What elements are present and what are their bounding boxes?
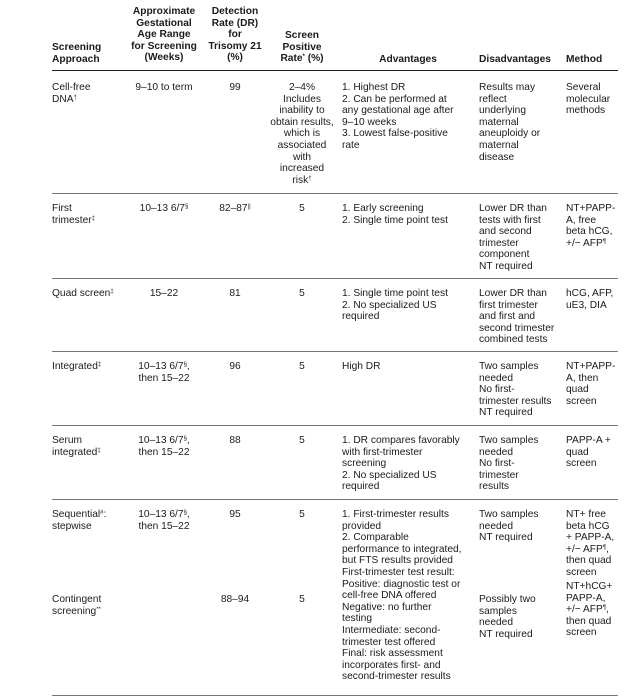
footnote-mark: # <box>100 510 104 516</box>
row-cell-free-dna-disadvantages: Results may reflect underlying maternal aneuploidy or maternal disease <box>479 82 541 163</box>
header-disadvantages: Disadvantages <box>479 54 551 65</box>
footnote-mark: ‡ <box>110 289 114 295</box>
header-screening-approach: Screening Approach <box>52 42 102 65</box>
header-advantages: Advantages <box>379 54 437 65</box>
approach-label: Quad screen <box>52 288 111 299</box>
row-sequential-range <box>122 509 206 532</box>
approach-label: First trimester <box>52 203 92 226</box>
row-divider <box>52 193 618 194</box>
range-tail: , then 15–22 <box>138 509 190 532</box>
row-sequential-disadvantages: Two samples needed NT required <box>479 509 539 544</box>
row-integrated-disadvantages: Two samples needed No first- trimester results NT required <box>479 361 552 419</box>
row-cell-free-dna-rate <box>266 82 338 186</box>
header-rule <box>52 70 618 71</box>
row-divider <box>52 499 618 500</box>
range-tail: , then 15–22 <box>138 361 190 384</box>
footnote-mark: † <box>308 175 312 182</box>
footnote-mark: ¶ <box>602 238 607 245</box>
header-rate-unit: (%) <box>304 53 324 65</box>
row-first-trimester-range <box>122 203 206 215</box>
row-cell-free-dna-range: 9–10 to term <box>135 82 193 93</box>
row-first-trimester-rate: 5 <box>299 203 305 214</box>
row-quad-screen-dr: 81 <box>229 288 241 299</box>
row-quad-screen-disadvantages: Lower DR than first trimester and first and second trimester combined tests <box>479 288 555 346</box>
row-integrated-dr: 96 <box>229 361 241 372</box>
header-detection-rate: Detection Rate (DR) for Trisomy 21 (%) <box>208 6 262 64</box>
header-method: Method <box>566 54 603 65</box>
row-contingent-dr: 88–94 <box>220 594 250 605</box>
row-integrated-rate: 5 <box>299 361 305 372</box>
row-divider <box>52 425 618 426</box>
row-first-trimester-disadvantages: Lower DR than tests with first and second trimester component NT required <box>479 203 547 272</box>
row-quad-screen-advantages: 1. Single time point test 2. No specialized US required <box>342 288 448 323</box>
footnote-mark: ‡ <box>91 215 95 222</box>
method-label: NT+hCG+ PAPP-A, +/− AFP <box>566 581 613 616</box>
row-divider <box>52 351 618 352</box>
header-screen-positive-rate <box>268 30 336 65</box>
row-serum-integrated-approach <box>52 435 122 458</box>
row-cell-free-dna-advantages: 1. Highest DR 2. Can be performed at any gestational age after 9–10 weeks 3. Lowest false-positive rate <box>342 82 454 151</box>
range-label: 10–13 6/7 <box>138 361 184 372</box>
row-quad-screen-range: 15–22 <box>149 288 179 299</box>
row-cell-free-dna-method: Several molecular methods <box>566 82 611 117</box>
row-integrated-approach <box>52 361 122 373</box>
row-first-trimester-advantages: 1. Early screening 2. Single time point test <box>342 203 448 226</box>
row-serum-integrated-method: PAPP-A + quad screen <box>566 435 611 470</box>
row-serum-integrated-disadvantages: Two samples needed No first- trimester results <box>479 435 539 493</box>
row-cell-free-dna-approach <box>52 82 122 105</box>
row-first-trimester-dr <box>206 203 264 215</box>
range-tail: , then 15–22 <box>138 435 190 458</box>
footnote-mark: † <box>73 94 77 101</box>
row-serum-integrated-rate: 5 <box>299 435 305 446</box>
footnote-mark: § <box>184 204 189 210</box>
row-quad-screen-approach <box>52 288 122 300</box>
approach-label: Cell-free DNA <box>52 82 91 105</box>
row-quad-screen-method: hCG, AFP, uE3, DIA <box>566 288 614 311</box>
approach-label: Integrated <box>52 361 98 372</box>
row-first-trimester-approach <box>52 203 122 226</box>
method-label: NT+ free beta hCG + PAPP-A, +/− AFP <box>566 509 615 555</box>
row-serum-integrated-dr: 88 <box>229 435 241 446</box>
method-tail: , then quad screen <box>566 543 612 578</box>
row-cell-free-dna-dr: 99 <box>229 82 241 93</box>
row-contingent-disadvantages: Possibly two samples needed NT required <box>479 594 536 640</box>
bottom-rule <box>52 695 618 696</box>
range-label: 10–13 6/7 <box>138 509 184 520</box>
method-tail: , then quad screen <box>566 604 612 639</box>
range-label: 10–13 6/7 <box>139 203 185 214</box>
footnote-mark: § <box>183 510 187 516</box>
footnote-mark: ** <box>96 606 101 613</box>
footnote-mark: || <box>247 204 251 210</box>
row-contingent-method <box>566 581 624 639</box>
header-gestational-age-range: Approximate Gestational Age Range for Screening (Weeks) <box>131 6 197 64</box>
row-integrated-method: NT+PAPP- A, then quad screen <box>566 361 616 407</box>
row-quad-screen-rate: 5 <box>299 288 305 299</box>
rate-value: 2–4% Includes inability to obtain results, which is associated with increased risk <box>270 82 334 186</box>
row-integrated-range <box>122 361 206 384</box>
header-rate-footnote: * <box>302 54 305 61</box>
row-contingent-rate: 5 <box>299 594 305 605</box>
range-label: 10–13 6/7 <box>138 435 184 446</box>
footnote-mark: ¶ <box>602 605 607 612</box>
approach-label: Serum integrated <box>52 435 98 458</box>
row-serum-integrated-advantages: 1. DR compares favorably with first-trimester screening 2. No specialized US required <box>342 435 460 493</box>
row-sequential-advantages: 1. First-trimester results provided 2. Comparable performance to integrated, but FTS results provided First-trimester test result: Positive: diagnostic test or cell-free DNA offered Negative: no further testing Intermediate: second- trimester test offered Final: risk assessment incorporates first- and second-trimester results <box>342 509 462 683</box>
row-first-trimester-method <box>566 203 624 249</box>
row-sequential-approach <box>52 509 122 532</box>
row-serum-integrated-range <box>122 435 206 458</box>
header-rate-label: Screen Positive Rate <box>280 30 322 65</box>
row-sequential-rate: 5 <box>299 509 305 520</box>
footnote-mark: ‡ <box>97 362 102 368</box>
footnote-mark: § <box>183 362 187 368</box>
row-integrated-advantages: High DR <box>342 361 381 372</box>
row-contingent-approach <box>52 594 122 617</box>
row-sequential-dr: 95 <box>229 509 241 520</box>
footnote-mark: § <box>183 436 187 442</box>
approach-label: Sequential <box>52 509 101 520</box>
footnote-mark: ‡ <box>97 447 101 454</box>
row-sequential-method <box>566 509 624 579</box>
row-divider <box>52 278 618 279</box>
approach-label: Contingent screening <box>52 594 102 617</box>
footnote-mark: ¶ <box>602 544 607 551</box>
method-label: NT+PAPP- A, free beta hCG, +/− AFP <box>566 203 616 249</box>
dr-value: 82–87 <box>219 203 248 214</box>
approach-tail: : stepwise <box>52 509 107 532</box>
